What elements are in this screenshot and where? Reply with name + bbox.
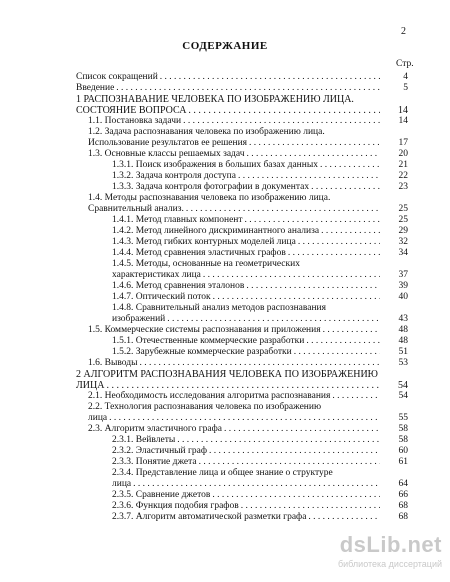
toc-entry xyxy=(76,94,408,116)
dot-leader xyxy=(323,325,380,336)
toc-entry-title: Введение xyxy=(76,83,115,93)
dot-leader xyxy=(212,490,380,501)
toc-entry-page: 21 xyxy=(398,160,408,170)
toc-entry-page: 14 xyxy=(398,105,408,116)
toc-entry-title: 1.3.1. Поиск изображения в больших базах данных xyxy=(112,160,318,170)
toc-entry-page: 60 xyxy=(398,446,408,456)
toc-entry-title: 1.5.2. Зарубежные коммерческие разработки xyxy=(112,347,292,357)
toc-entry-title: 1.1. Постановка задачи xyxy=(88,116,182,126)
dot-leader xyxy=(332,391,380,402)
toc-entry-page: 66 xyxy=(398,490,408,500)
toc-entry-title-cont: лица xyxy=(88,413,108,423)
dot-leader xyxy=(241,501,380,512)
toc-entry xyxy=(76,369,408,391)
toc-entry xyxy=(76,435,408,446)
toc-entry xyxy=(76,215,408,226)
toc-entry-page: 58 xyxy=(398,435,408,445)
toc-entry xyxy=(76,292,408,303)
toc-entry-page: 58 xyxy=(398,424,408,434)
page-number: 2 xyxy=(401,26,406,37)
toc-entry-title: 1.5.1. Отечественные коммерческие разработки xyxy=(112,336,305,346)
dot-leader xyxy=(308,512,380,523)
toc-entry-title: 1 РАСПОЗНАВАНИЕ ЧЕЛОВЕКА ПО ИЗОБРАЖЕНИЮ ЛИЦА. xyxy=(76,94,354,105)
dot-leader xyxy=(209,446,380,457)
dot-leader xyxy=(106,380,380,391)
toc-entry xyxy=(76,391,408,402)
dot-leader xyxy=(186,204,380,215)
toc-entry-title: 1.4.2. Метод линейного дискриминантного анализа xyxy=(112,226,320,236)
dot-leader xyxy=(160,72,380,83)
dot-leader xyxy=(238,171,380,182)
toc-entry xyxy=(76,248,408,259)
toc-entry-page: 54 xyxy=(398,380,408,391)
toc-entry-page: 53 xyxy=(398,358,408,368)
toc-entry-title: 1.4.3. Метод гибких контурных моделей лица xyxy=(112,237,296,247)
toc-entry-page: 64 xyxy=(398,479,408,489)
table-of-contents xyxy=(76,72,408,523)
dot-leader xyxy=(109,413,380,424)
dot-leader xyxy=(167,314,380,325)
toc-entry xyxy=(76,182,408,193)
toc-entry-title: 2.3.2. Эластичный граф xyxy=(112,446,208,456)
toc-entry xyxy=(76,83,408,94)
toc-entry xyxy=(76,160,408,171)
toc-entry-page: 14 xyxy=(398,116,408,126)
toc-title: СОДЕРЖАНИЕ xyxy=(182,40,268,52)
toc-entry-page: 37 xyxy=(398,270,408,280)
dot-leader xyxy=(249,138,380,149)
toc-entry-title-cont: ЛИЦА xyxy=(76,380,105,391)
dot-leader xyxy=(306,336,380,347)
toc-entry-title: 1.4. Методы распознавания человека по изображению лица. xyxy=(88,193,331,203)
toc-entry-title: 1.4.1. Метод главных компонент xyxy=(112,215,243,225)
toc-entry-title: 2 АЛГОРИТМ РАСПОЗНАВАНИЯ ЧЕЛОВЕКА ПО ИЗОБРАЖЕНИЮ xyxy=(76,369,378,380)
watermark-logo: dsLib.net xyxy=(339,532,442,557)
toc-entry-title: 2.3.3. Понятие джета xyxy=(112,457,197,467)
dot-leader xyxy=(224,424,380,435)
toc-entry-page: 39 xyxy=(398,281,408,291)
toc-entry-page: 55 xyxy=(398,413,408,423)
toc-entry-title: 1.4.4. Метод сравнения эластичных графов xyxy=(112,248,286,258)
toc-entry-page: 54 xyxy=(398,391,408,401)
dot-leader xyxy=(188,105,380,116)
dot-leader xyxy=(288,248,380,259)
toc-entry xyxy=(76,402,408,424)
toc-entry xyxy=(76,72,408,83)
toc-entry-title-cont: лица xyxy=(112,479,132,489)
toc-entry xyxy=(76,336,408,347)
toc-entry-title: 1.4.5. Методы, основанные на геометрических xyxy=(112,259,300,269)
toc-entry xyxy=(76,149,408,160)
toc-entry-page: 40 xyxy=(398,292,408,302)
toc-entry-title: Список сокращений xyxy=(76,72,158,82)
toc-entry-title: 2.3.5. Сравнение джетов xyxy=(112,490,211,500)
toc-entry-page: 29 xyxy=(398,226,408,236)
toc-entry xyxy=(76,259,408,281)
toc-entry xyxy=(76,457,408,468)
toc-entry-page: 17 xyxy=(398,138,408,148)
toc-entry-title-cont: СОСТОЯНИЕ ВОПРОСА xyxy=(76,105,187,116)
toc-entry-page: 61 xyxy=(398,457,408,467)
toc-entry-page: 32 xyxy=(398,237,408,247)
dot-leader xyxy=(177,435,380,446)
toc-entry-title: 1.3.2. Задача контроля доступа xyxy=(112,171,236,181)
page-column-label: Стр. xyxy=(396,59,414,69)
toc-entry xyxy=(76,358,408,369)
toc-entry-page: 48 xyxy=(398,336,408,346)
toc-entry xyxy=(76,281,408,292)
dot-leader xyxy=(245,215,380,226)
toc-entry-title: 2.3.6. Функция подобия графов xyxy=(112,501,239,511)
toc-entry xyxy=(76,127,408,149)
toc-entry-page: 34 xyxy=(398,248,408,258)
toc-entry xyxy=(76,325,408,336)
toc-entry xyxy=(76,512,408,523)
toc-entry-title: 1.6. Выводы xyxy=(88,358,138,368)
dot-leader xyxy=(199,457,380,468)
toc-entry-title: 1.4.8. Сравнительный анализ методов распознавания xyxy=(112,303,326,313)
dot-leader xyxy=(311,182,380,193)
toc-entry-title-cont: Сравнительный анализ. xyxy=(88,204,184,214)
toc-entry-page: 4 xyxy=(403,72,408,82)
toc-entry-title: 1.3.3. Задача контроля фотографии в документах xyxy=(112,182,310,192)
toc-entry xyxy=(76,237,408,248)
watermark-subtitle: библиотека диссертаций xyxy=(337,559,442,569)
dot-leader xyxy=(298,237,380,248)
dot-leader xyxy=(294,347,380,358)
toc-entry-page: 68 xyxy=(398,501,408,511)
toc-entry-title-cont: характеристиках лица xyxy=(112,270,201,280)
dot-leader xyxy=(321,226,380,237)
toc-entry xyxy=(76,171,408,182)
toc-entry xyxy=(76,226,408,237)
toc-entry xyxy=(76,446,408,457)
toc-entry xyxy=(76,116,408,127)
toc-entry-title: 1.3. Основные классы решаемых задач xyxy=(88,149,245,159)
toc-entry-page: 25 xyxy=(398,204,408,214)
dot-leader xyxy=(203,270,380,281)
dot-leader xyxy=(246,281,380,292)
toc-entry-title: 2.3.7. Алгоритм автоматической разметки графа xyxy=(112,512,307,522)
toc-entry xyxy=(76,501,408,512)
toc-entry xyxy=(76,193,408,215)
toc-entry-title: 2.3. Алгоритм эластичного графа xyxy=(88,424,222,434)
toc-entry-page: 51 xyxy=(398,347,408,357)
toc-entry-title: 2.2. Технология распознавания человека по изображению xyxy=(88,402,322,412)
toc-entry xyxy=(76,347,408,358)
toc-entry-page: 43 xyxy=(398,314,408,324)
toc-entry xyxy=(76,468,408,490)
dot-leader xyxy=(139,358,380,369)
toc-entry-title: 2.3.4. Представление лица и общее знание о структуре xyxy=(112,468,333,478)
dot-leader xyxy=(320,160,380,171)
toc-entry-title-cont: изображений xyxy=(112,314,166,324)
toc-entry-page: 20 xyxy=(398,149,408,159)
dot-leader xyxy=(247,149,381,160)
toc-entry-title: 2.1. Необходимость исследования алгоритма распознавания xyxy=(88,391,331,401)
toc-entry xyxy=(76,303,408,325)
toc-entry-page: 68 xyxy=(398,512,408,522)
toc-entry-title: 1.2. Задача распознавания человека по изображению лица. xyxy=(88,127,325,137)
dot-leader xyxy=(133,479,380,490)
toc-entry-page: 5 xyxy=(403,83,408,93)
toc-entry-page: 22 xyxy=(398,171,408,181)
toc-entry-title: 1.5. Коммерческие системы распознавания и приложения xyxy=(88,325,321,335)
watermark xyxy=(312,532,442,576)
toc-entry-page: 25 xyxy=(398,215,408,225)
toc-entry-page: 48 xyxy=(398,325,408,335)
toc-entry xyxy=(76,490,408,501)
toc-entry-title: 1.4.7. Оптический поток xyxy=(112,292,211,302)
toc-entry-title: 1.4.6. Метод сравнения эталонов xyxy=(112,281,245,291)
toc-entry-page: 23 xyxy=(398,182,408,192)
toc-entry-title-cont: Использование результатов ее решения xyxy=(88,138,248,148)
toc-entry xyxy=(76,424,408,435)
dot-leader xyxy=(183,116,380,127)
dot-leader xyxy=(116,83,380,94)
dot-leader xyxy=(213,292,380,303)
toc-entry-title: 2.3.1. Вейвлеты xyxy=(112,435,176,445)
